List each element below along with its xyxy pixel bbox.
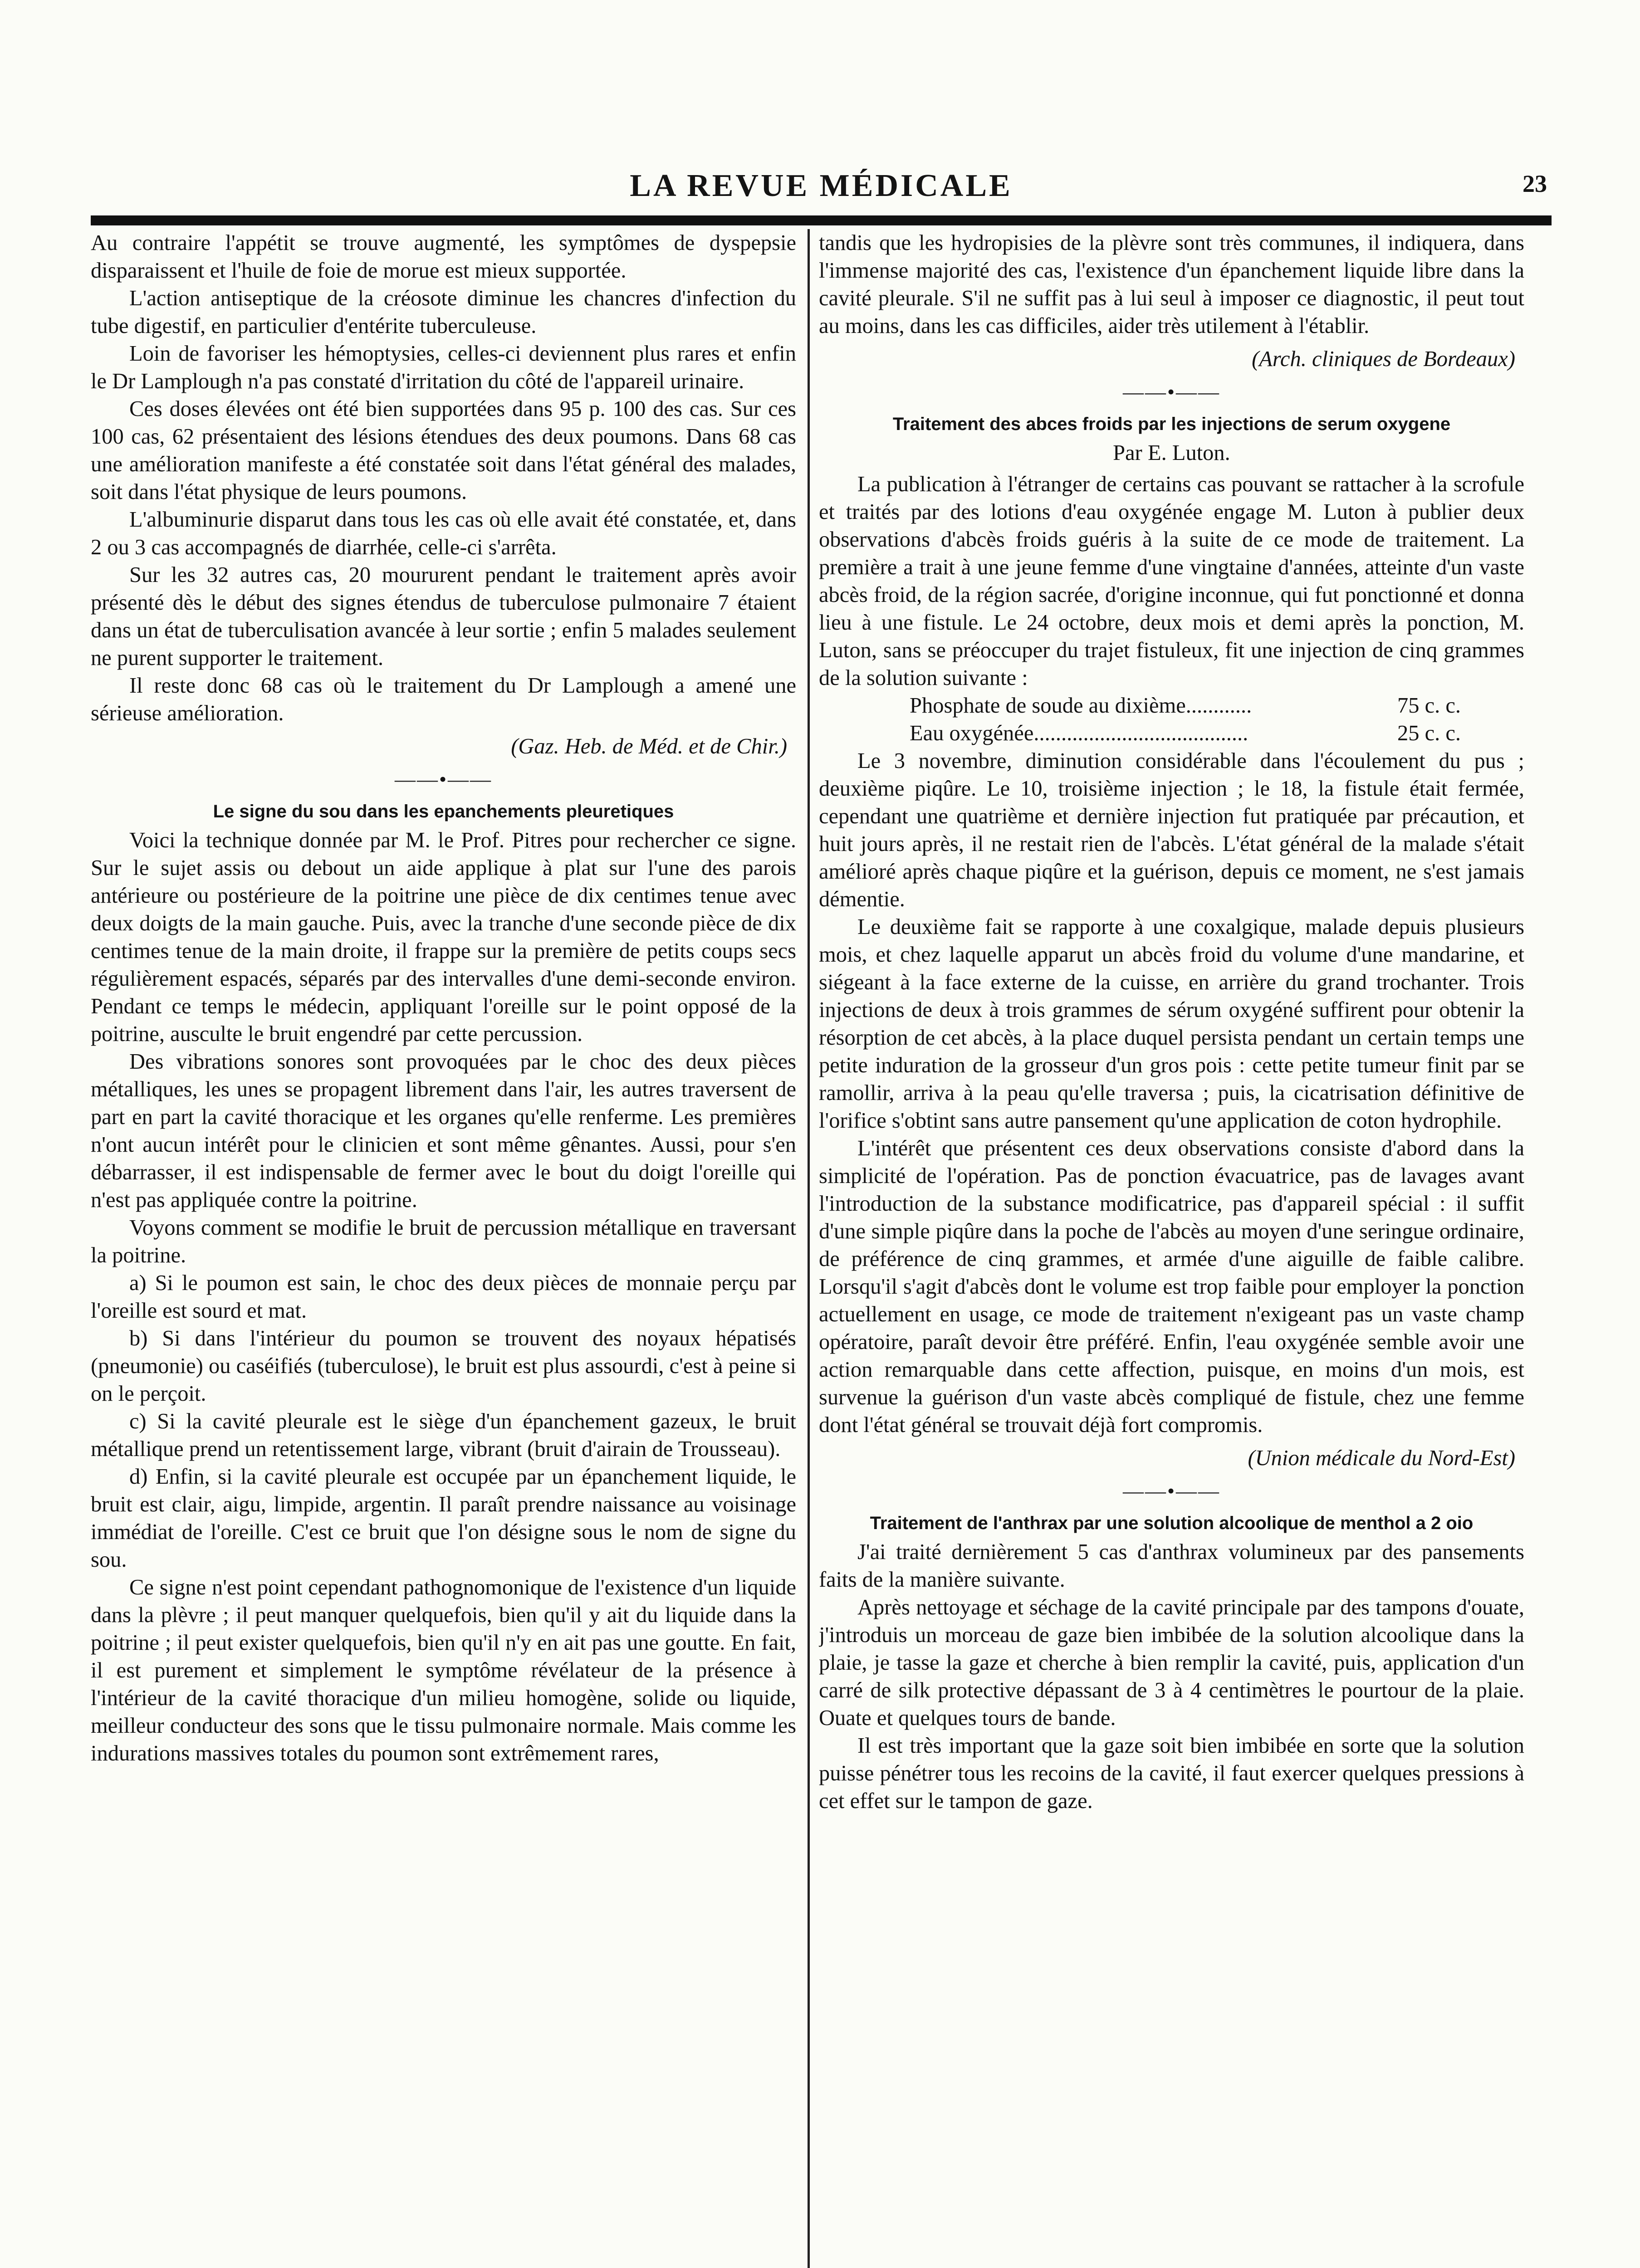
source-citation: (Union médicale du Nord-Est) (1248, 1446, 1515, 1470)
paragraph: Loin de favoriser les hémoptysies, celles-ci deviennent plus rares et enfin le Dr Lamplough n'a pas constaté d'irritation du côté de l'appareil urinaire. (91, 342, 796, 393)
paragraph: Voici la technique donnée par M. le Prof. Pitres pour rechercher ce signe. Sur le sujet assis ou debout un aide applique à plat sur l'une des parois antérieure ou postérieure de la poitrine une pièce de dix centimes tenue avec deux doigts de la main gauche. Puis, avec la tranche d'une seconde pièce de dix centimes tenue de la main droite, il frappe sur la première de petits coups secs régulièrement espacés, séparés par des intervalles d'une demi-seconde environ. Pendant ce temps le médecin, appliquant l'oreille sur le point opposé de la poitrine, ausculte le bruit engendré par cette percussion. (91, 828, 796, 1046)
paragraph: Ces doses élevées ont été bien supportées dans 95 p. 100 des cas. Sur ces 100 cas, 62 présentaient des lésions étendues des deux poumons. Dans 68 cas une amélioration manifeste a été constatée soit dans l'état général des malades, soit dans l'état physique de leurs poumons. (91, 397, 796, 504)
formula-amount: 25 c. c. (1397, 721, 1461, 745)
paragraph: Voyons comment se modifie le bruit de percussion métallique en traversant la poitrine. (91, 1216, 796, 1267)
paragraph: L'albuminurie disparut dans tous les cas où elle avait été constatée, et, dans 2 ou 3 cas accompagnés de diarrhée, celle-ci s'arrêta. (91, 508, 796, 559)
paragraph: Ce signe n'est point cependant pathognomonique de l'existence d'un liquide dans la plèvre ; il peut manquer quelquefois, bien qu'il y ait du liquide dans la poitrine ; il peut exister quelquefois, bien qu'il n'y en ait pas une goutte. En fait, il est purement et simplement le symptôme révélateur de la présence à l'intérieur de la cavité thoracique d'un milieu homogène, solide ou liquide, meilleur conducteur des sons que le tissu pulmonaire normale. Mais comme les indurations massives totales du poumon sont extrêmement rares, (91, 1575, 796, 1765)
paragraph: Il est très important que la gaze soit bien imbibée en sorte que la solution puisse pénétrer tous les recoins de la cavité, il faut exercer quelques pressions à cet effet sur le tampon de gaze. (819, 1734, 1524, 1813)
formula-row (819, 692, 1524, 719)
paragraph: Des vibrations sonores sont provoquées par le choc des deux pièces métalliques, les unes se propagent librement dans l'air, les autres traversent de part en part la cavité thoracique et les organes qu'elle renferme. Les premières n'ont aucun intérêt pour le clinicien et sont même gênantes. Aussi, pour s'en débarrasser, il est indispensable de fermer avec le bout du doigt l'oreille qui n'est pas appliquée contre la poitrine. (91, 1050, 796, 1212)
source-citation: (Gaz. Heb. de Méd. et de Chir.) (511, 734, 787, 758)
paragraph: Au contraire l'appétit se trouve augmenté, les symptômes de dyspepsie disparaissent et l'huile de foie de morue est mieux supportée. (91, 231, 796, 283)
formula-ingredient: Eau oxygénée....................................... (910, 721, 1248, 745)
separator-ornament: ——•—— (1122, 1479, 1221, 1502)
section-title: Traitement de l'anthrax par une solution alcoolique de menthol a 2 oio (870, 1513, 1474, 1533)
paragraph: Le deuxième fait se rapporte à une coxalgique, malade depuis plusieurs mois, et chez laquelle apparut un abcès froid du volume d'une mandarine, et siégeant à la face externe de la cuisse, en arrière du grand trochanter. Trois injections de deux à trois grammes de sérum oxygéné suffirent pour obtenir la résorption de cet abcès, à la place duquel persista pendant un certain temps une petite induration de la grosseur d'un gros pois : cette petite tumeur finit par se ramollir, arriva à la peau qu'elle traversa ; puis, la cicatrisation définitive de l'orifice s'obtint sans autre pansement qu'une application de coton hydrophile. (819, 915, 1524, 1133)
right-column (819, 229, 1524, 2268)
page-header (91, 163, 1552, 213)
section-title: Traitement des abces froids par les injections de serum oxygene (892, 414, 1451, 434)
paragraph: La publication à l'étranger de certains cas pouvant se rattacher à la scrofule et traités par des lotions d'eau oxygénée engage M. Luton à publier deux observations d'abcès froids guéris à la suite de ce mode de traitement. La première a trait à une jeune femme d'une vingtaine d'années, atteinte d'un vaste abcès froid, de la région sacrée, d'origine inconnue, qui fut ponctionné et donna lieu à une fistule. Le 24 octobre, deux mois et demi après la ponction, M. Luton, sans se préoccuper du trajet fistuleux, fit une injection de cinq grammes de la solution suivante : (819, 472, 1524, 690)
paragraph: Le 3 novembre, diminution considérable dans l'écoulement du pus ; deuxième piqûre. Le 10, troisième injection ; le 18, la fistule était fermée, cependant une quatrième et dernière injection fut pratiquée par précaution, et huit jours après, il ne restait rien de l'abcès. L'état général de la malade s'était amélioré après chaque piqûre et la guérison, depuis ce moment, ne s'est jamais démentie. (819, 749, 1524, 911)
paragraph: Sur les 32 autres cas, 20 moururent pendant le traitement après avoir présenté dès le début des signes étendus de tuberculose pulmonaire 7 étaient dans un état de tuberculisation avancée à leur sortie ; enfin 5 malades seulement ne purent supporter le traitement. (91, 563, 796, 670)
formula-ingredient: Phosphate de soude au dixième............ (910, 694, 1252, 718)
list-item: a) Si le poumon est sain, le choc des deux pièces de monnaie perçu par l'oreille est sourd et mat. (91, 1271, 796, 1323)
source-citation: (Arch. cliniques de Bordeaux) (1252, 347, 1515, 371)
separator-ornament: ——•—— (394, 767, 493, 791)
list-item: d) Enfin, si la cavité pleurale est occupée par un épanchement liquide, le bruit est clair, aigu, limpide, argentin. Il paraît prendre naissance au voisinage immédiat de l'oreille. C'est ce bruit que l'on désigne sous le nom de signe du sou. (91, 1465, 796, 1572)
item-list (91, 1269, 796, 1574)
section-title: Le signe du sou dans les epanchements pleuretiques (213, 802, 674, 821)
paragraph: L'action antiseptique de la créosote diminue les chancres d'infection du tube digestif, en particulier d'entérite tuberculeuse. (91, 286, 796, 338)
header-rule (91, 215, 1552, 225)
column-divider (808, 229, 810, 2268)
formula-amount: 75 c. c. (1397, 694, 1461, 718)
left-column (91, 229, 796, 2268)
paragraph: L'intérêt que présentent ces deux observations consiste d'abord dans la simplicité de l'opération. Pas de ponction évacuatrice, pas de lavages avant l'introduction de la substance modificatrice, pas d'appareil spécial : il suffit d'une simple piqûre dans la poche de l'abcès au moyen d'une seringue ordinaire, de préférence de cinq grammes, et armée d'une aiguille de faible calibre. Lorsqu'il s'agit d'abcès dont le volume est trop faible pour employer la ponction actuellement en usage, ce mode de traitement n'exigeant pas un vaste champ opératoire, paraît devoir être préféré. Enfin, l'eau oxygénée semble avoir une action remarquable dans cette affection, puisque, en moins d'un mois, est survenue la guérison d'un vaste abcès compliqué de fistule, chez une femme dont l'état général se trouvait déjà fort compromis. (819, 1136, 1524, 1437)
page-number: 23 (1523, 170, 1547, 197)
list-item: c) Si la cavité pleurale est le siège d'un épanchement gazeux, le bruit métallique prend un retentissement large, vibrant (bruit d'airain de Trousseau). (91, 1409, 796, 1461)
journal-title: LA REVUE MÉDICALE (630, 168, 1013, 203)
formula-row (819, 719, 1524, 747)
separator-ornament: ——•—— (1122, 380, 1221, 403)
author-byline: Par E. Luton. (1113, 441, 1230, 465)
list-item: b) Si dans l'intérieur du poumon se trouvent des noyaux hépatisés (pneumonie) ou caséifiés (tuberculose), le bruit est plus assourdi, c'est à peine si on le perçoit. (91, 1326, 796, 1406)
paragraph: tandis que les hydropisies de la plèvre sont très communes, il indiquera, dans l'immense majorité des cas, l'existence d'un épanchement liquide libre dans la cavité pleurale. S'il ne suffit pas à lui seul à imposer ce diagnostic, il peut tout au moins, dans les cas difficiles, aider très utilement à l'établir. (819, 231, 1524, 338)
paragraph: Il reste donc 68 cas où le traitement du Dr Lamplough a amené une sérieuse amélioration. (91, 674, 796, 725)
paragraph: Après nettoyage et séchage de la cavité principale par des tampons d'ouate, j'introduis un morceau de gaze bien imbibée de la solution alcoolique dans la plaie, je tasse la gaze et cherche à bien remplir la cavité, puis, application d'un carré de silk protective dépassant de 3 à 4 centimètres le pourtour de la plaie. Ouate et quelques tours de bande. (819, 1595, 1524, 1730)
paragraph: J'ai traité dernièrement 5 cas d'anthrax volumineux par des pansements faits de la manière suivante. (819, 1540, 1524, 1592)
